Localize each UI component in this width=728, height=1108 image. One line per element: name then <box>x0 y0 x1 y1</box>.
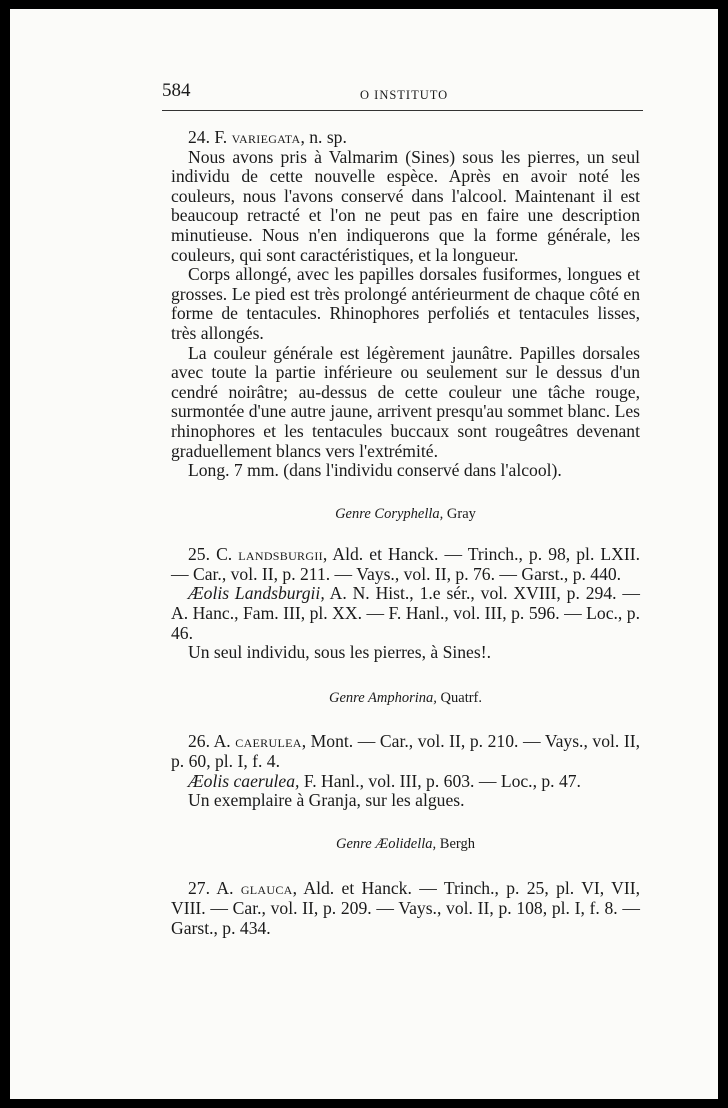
entry-24-paragraph-1: Nous avons pris à Valmarim (Sines) sous les pierres, un seul individu de cette nouvelle espèce. Après en avoir noté les couleurs, nous l'avons conservé dans l'alcool. Maintenant il est beaucoup retracté et l'on ne peut pas en faire une description minutieuse. Nous n'en indiquerons que la forme générale, les couleurs, qui sont caractéristiques, et la longueur. <box>171 146 640 265</box>
page-body <box>171 128 640 938</box>
entry-25-refs: 25. C. landsburgii, Ald. et Hanck. — Trinch., p. 98, pl. LXII. — Car., vol. II, p. 211. — Vays., vol. II, p. 76. — Garst., p. 440. <box>171 544 640 584</box>
page-header <box>162 76 644 106</box>
entry-26-refs: 26. A. caerulea, Mont. — Car., vol. II, p. 210. — Vays., vol. II, p. 60, pl. I, f. 4. <box>171 731 640 772</box>
genus-heading-coryphella: Genre Coryphella, Gray <box>335 505 476 522</box>
entry-26-note: Un exemplaire à Granja, sur les algues. <box>188 790 465 811</box>
entry-24-paragraph-2: Corps allongé, avec les papilles dorsales fusiformes, longues et grosses. Le pied est très prolongé antérieurment de chaque côté en forme de tentacules. Rhinophores perfoliés et tentacules lisses, très allongés. <box>171 264 640 343</box>
entry-25-note: Un seul individu, sous les pierres, à Sines!. <box>188 642 491 663</box>
entry-24-heading: 24. F. variegata, n. sp. <box>188 127 347 147</box>
entry-26-synonym: Æolis caerulea, F. Hanl., vol. III, p. 603. — Loc., p. 47. <box>188 770 581 791</box>
entry-24-paragraph-4: Long. 7 mm. (dans l'individu conservé dans l'alcool). <box>188 460 562 481</box>
entry-24-paragraph-3: La couleur générale est légèrement jaunâtre. Papilles dorsales avec toute la partie inférieure ou seulement sur le dessus d'un cendré noirâtre; au-dessus de cette couleur une tâche rouge, surmontée d'une autre jaune, arrivent presqu'au sommet blanc. Les rhinophores et les tentacules buccaux sont rougeâtres devenant graduellement blancs vers l'extrémité. <box>171 342 640 461</box>
genus-heading-amphorina: Genre Amphorina, Quatrf. <box>328 689 483 706</box>
running-title: O INSTITUTO <box>360 88 449 102</box>
page-number: 584 <box>162 80 191 101</box>
genus-heading-aeolidella: Genre Æolidella, Bergh <box>336 835 475 852</box>
entry-27-refs: 27. A. glauca, Ald. et Hanck. — Trinch., p. 25, pl. VI, VII, VIII. — Car., vol. II, p. 209. — Vays., vol. II, p. 108, pl. I, f. 8. — Garst., p. 434. <box>171 878 640 938</box>
entry-25-synonym: Æolis Landsburgii, A. N. Hist., 1.e sér., vol. XVIII, p. 294. — A. Hanc., Fam. III, pl. XX. — F. Hanl., vol. III, p. 596. — Loc., p. 46. <box>171 583 640 643</box>
header-rule <box>162 110 643 111</box>
